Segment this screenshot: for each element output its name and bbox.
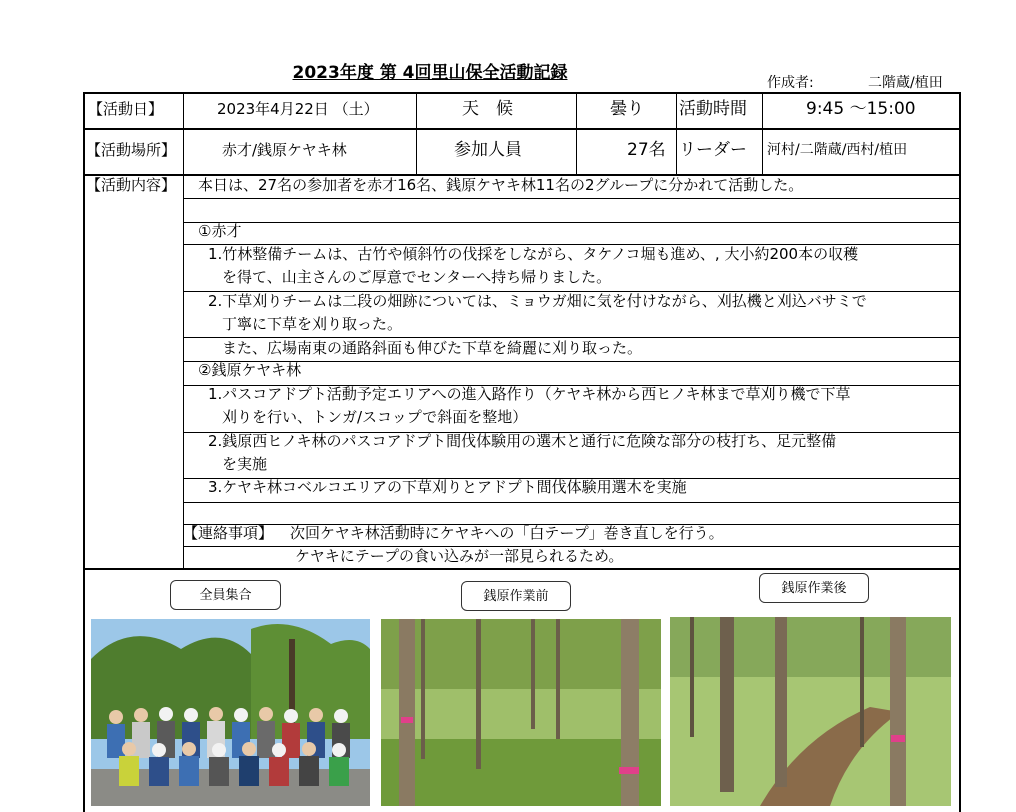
notice-line: 次回ケヤキ林活動時にケヤキへの「白テープ」巻き直しを行う。 <box>290 524 724 542</box>
leader-value: 河村/二階蔵/西村/植田 <box>767 142 908 158</box>
content-line: 1.竹林整備チームは、古竹や傾斜竹の伐採をしながら、タケノコ堀も進め、, 大小約200本の収穫 <box>208 245 859 263</box>
place-label: 【活動場所】 <box>86 141 177 159</box>
content-line: 2.銭原西ヒノキ林のパスコアドプト間伐体験用の選木と通行に危険な部分の枝打ち、足元整備 <box>208 432 837 450</box>
time-value: 9:45 ～15:00 <box>806 99 916 119</box>
leader-label: リーダー <box>679 140 747 160</box>
weather-label: 天 候 <box>462 99 513 119</box>
page-title: 2023年度 第 4回里山保全活動記録 <box>292 63 568 83</box>
forest-after-photo-icon <box>670 617 951 806</box>
content-line: 1.パスコアドプト活動予定エリアへの進入路作り（ケヤキ林から西ヒノキ林まで草刈り機で下草 <box>208 385 851 403</box>
date-value: 2023年4月22日 （土） <box>217 100 379 118</box>
participants-label: 参加人員 <box>454 140 522 160</box>
date-label: 【活動日】 <box>88 100 164 118</box>
place-value: 赤才/銭原ケヤキ林 <box>222 141 347 159</box>
time-label: 活動時間 <box>679 99 747 119</box>
photo-caption-before: 銭原作業前 <box>461 581 571 611</box>
content-line: ①赤才 <box>198 222 242 240</box>
content-line: を得て、山主さんのご厚意でセンターへ持ち帰りました。 <box>222 268 612 286</box>
group-photo-icon <box>91 619 370 806</box>
weather-value: 曇り <box>610 99 644 119</box>
content-label: 【活動内容】 <box>86 176 177 194</box>
content-line: 丁寧に下草を刈り取った。 <box>222 315 403 333</box>
content-line: 刈りを行い、トンガ/スコップで斜面を整地） <box>222 408 528 426</box>
author-names: 二階蔵/植田 <box>868 75 943 91</box>
author-label: 作成者: <box>767 75 814 91</box>
photo-caption-after: 銭原作業後 <box>759 573 869 603</box>
content-line: 3.ケヤキ林コベルコエリアの下草刈りとアドプト間伐体験用選木を実施 <box>208 478 687 496</box>
content-line: また、広場南東の通路斜面も伸びた下草を綺麗に刈り取った。 <box>222 339 643 357</box>
forest-before-photo-icon <box>381 619 661 806</box>
content-line: 2.下草刈りチームは二段の畑跡については、ミョウガ畑に気を付けながら、刈払機と刈込バサミで <box>208 292 867 310</box>
content-line: ②銭原ケヤキ林 <box>198 361 302 379</box>
notice-line: ケヤキにテープの食い込みが一部見られるため。 <box>295 547 624 565</box>
content-line: 本日は、27名の参加者を赤才16名、銭原ケヤキ林11名の2グループに分かれて活動した。 <box>198 176 804 194</box>
photo-caption-all: 全員集合 <box>170 580 281 610</box>
content-line: を実施 <box>222 455 268 473</box>
notice-label: 【連絡事項】 <box>183 524 274 542</box>
participants-value: 27名 <box>627 140 666 160</box>
